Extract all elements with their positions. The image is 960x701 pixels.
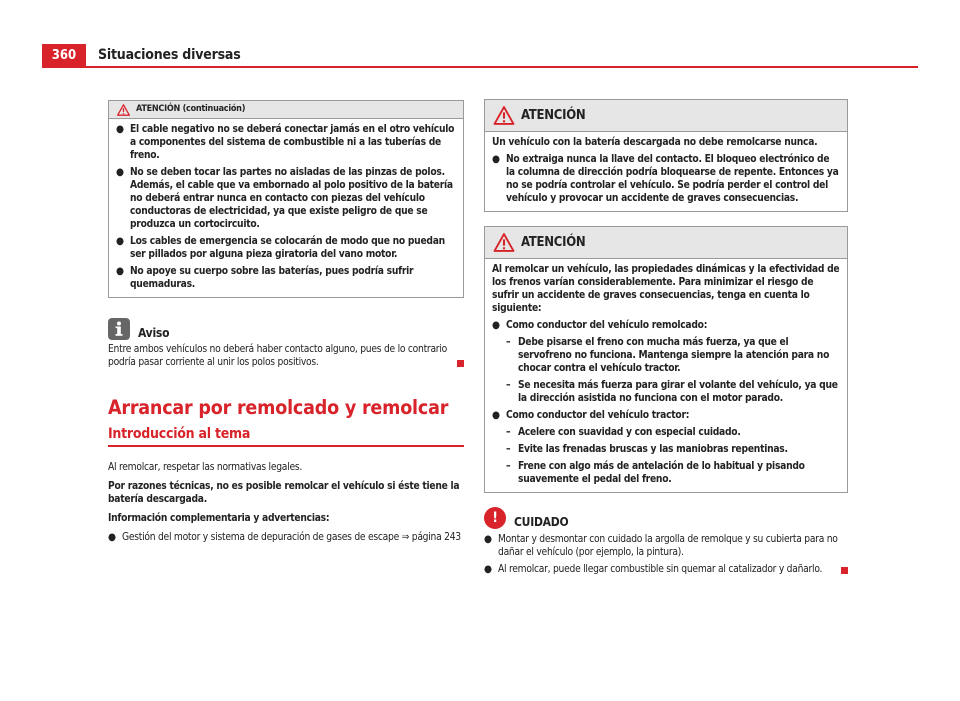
list-item: ● Como conductor del vehículo remolcado: <box>492 320 708 331</box>
warning-box-header <box>109 101 463 119</box>
end-marker <box>457 360 464 367</box>
info-heading: Información complementaria y advertencias: <box>108 513 330 524</box>
aviso-header <box>108 318 464 340</box>
list-subitem: – Frene con algo más de antelación de lo habitual y pisando suavemente el pedal del freno. <box>506 461 805 485</box>
page-reference-link[interactable]: Gestión del motor y sistema de depuración de gases de escape ⇒ página 243 <box>122 532 461 543</box>
caution-icon: ! <box>484 507 506 529</box>
list-item: ● El cable negativo no se deberá conectar jamás en el otro vehículo a componentes del sistema de combustible ni a las tuberías de freno. <box>116 124 455 161</box>
page-title: Situaciones diversas <box>98 47 241 63</box>
subsection-title: Introducción al tema <box>108 426 251 442</box>
warning-triangle-icon <box>493 233 515 252</box>
warning-box-header <box>485 100 847 132</box>
list-item: ● Al remolcar, puede llegar combustible sin quemar al catalizador y dañarlo. <box>484 563 848 576</box>
warning-box-title: ATENCIÓN (continuación) <box>136 104 246 114</box>
header-divider <box>86 66 918 68</box>
list-item: ● Gestión del motor y sistema de depuración de gases de escape ⇒ página 243 <box>108 532 461 543</box>
warning-box <box>484 99 848 212</box>
list-item: ● No extraiga nunca la llave del contacto. El bloqueo electrónico de la columna de dirección podría bloquearse de repente. Entonces ya no se podría controlar el vehículo. Se podría perder el control del vehículo y provocar un accidente de graves consecuencias. <box>492 154 839 204</box>
left-column <box>108 100 464 548</box>
page-number: 360 <box>42 44 86 68</box>
bold-note: Por razones técnicas, no es posible remolcar el vehículo si éste tiene la batería descargada. <box>108 481 460 505</box>
list-item: ● No se deben tocar las partes no aisladas de las pinzas de polos. Además, el cable que va embornado al polo positivo de la batería no deberá entrar nunca en contacto con piezas del vehículo conductoras de electricidad, ya que existe peligro de que se produzca un cortocircuito. <box>116 167 453 230</box>
cuidado-body <box>484 533 848 576</box>
end-marker <box>841 567 848 574</box>
aviso-text: Entre ambos vehículos no deberá haber contacto alguno, pues de lo contrario podría pasar corriente al unir los polos positivos. <box>108 343 464 369</box>
cuidado-title: CUIDADO <box>514 514 569 529</box>
cuidado-header <box>484 507 848 529</box>
list-subitem: – Evite las frenadas bruscas y las maniobras repentinas. <box>506 444 788 455</box>
warning-box-body: Un vehículo con la batería descargada no debe remolcarse nunca. ● No extraiga nunca la llave del contacto. El bloqueo electrónico de la columna de dirección podría bloquearse de repente. Entonces ya no se podría controlar el vehículo. Se podría perder el control del vehículo y provocar un accidente de graves consecuencias. <box>492 137 839 204</box>
intro-text: Al remolcar, respetar las normativas legales. <box>108 462 303 473</box>
section-title: Arrancar por remolcado y remolcar <box>108 396 449 419</box>
list-subitem: – Se necesita más fuerza para girar el volante del vehículo, ya que la dirección asistida no funciona con el motor parado. <box>506 380 838 404</box>
list-item: ● Los cables de emergencia se colocarán de modo que no puedan ser pillados por alguna pieza giratoria del vano motor. <box>116 236 445 260</box>
warning-triangle-icon <box>117 104 130 116</box>
info-icon <box>108 318 130 340</box>
warning-box-body <box>109 119 463 297</box>
warning-box-header <box>485 227 847 259</box>
warning-box <box>484 226 848 493</box>
warning-box-continued <box>108 100 464 298</box>
list-item: ● Montar y desmontar con cuidado la argolla de remolque y su cubierta para no dañar el vehículo (por ejemplo, la pintura). <box>484 534 838 558</box>
list-subitem: – Debe pisarse el freno con mucha más fuerza, ya que el servofreno no funciona. Mantenga siempre la atención para no chocar contra el vehículo tractor. <box>506 337 830 374</box>
list-item: ● Como conductor del vehículo tractor: <box>492 410 690 421</box>
list-subitem: – Acelere con suavidad y con especial cuidado. <box>506 427 741 438</box>
aviso-title: Aviso <box>138 325 170 340</box>
right-column <box>484 99 848 580</box>
warning-triangle-icon <box>493 106 515 125</box>
list-item: ● No apoye su cuerpo sobre las baterías, pues podría sufrir quemaduras. <box>116 266 414 290</box>
subsection-divider <box>108 445 464 447</box>
warning-box-title: ATENCIÓN <box>521 108 586 123</box>
warning-box-title: ATENCIÓN <box>521 235 586 250</box>
warning-box-body: Al remolcar un vehículo, las propiedades dinámicas y la efectividad de los frenos varían considerablemente. Para minimizar el riesgo de sufrir un accidente de graves consecuencias, tenga en cuenta lo siguiente: ● Como conductor del vehículo remolcado: – Debe pisarse el freno con mucha más fuerza, ya que el servofreno no funciona. Mantenga siempre la atención para no chocar contra el vehículo tractor. – Se necesita más fuerza para girar el volante del vehículo, ya que la dirección asistida no funciona con el motor parado. ● Como conductor del vehículo tractor: – Acelere con suavidad y con especial cuidado. – Evite las frenadas bruscas y las maniobras repentinas. – Frene con algo más de antelación de lo habitual y pisando suavemente el pedal del freno. <box>492 264 840 485</box>
